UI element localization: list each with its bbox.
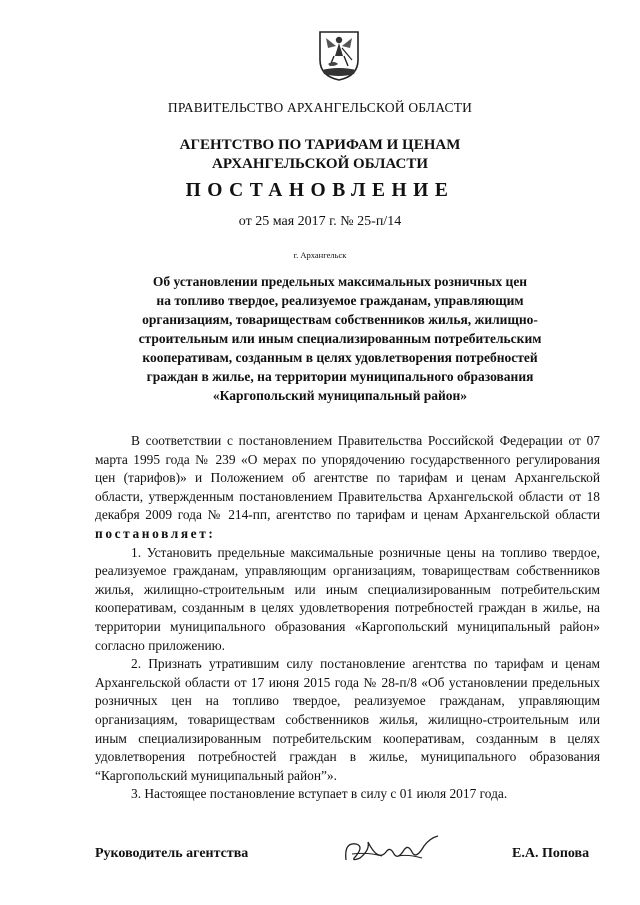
title-line: строительным или иным специализированным потребительским bbox=[138, 331, 542, 346]
signatory-name: Е.А. Попова bbox=[512, 846, 590, 861]
coat-of-arms-icon bbox=[318, 30, 360, 82]
title-line: «Каргопольский муниципальный район» bbox=[212, 388, 468, 403]
date-and-number: от 25 мая 2017 г. № 25-п/14 bbox=[238, 214, 402, 229]
title-line: Об установлении предельных максимальных розничных цен bbox=[152, 274, 528, 289]
document-type: ПОСТАНОВЛЕНИЕ bbox=[185, 180, 455, 201]
preamble-paragraph bbox=[95, 432, 600, 544]
agency-name-line2: АРХАНГЕЛЬСКОЙ ОБЛАСТИ bbox=[212, 156, 428, 172]
title-line: на топливо твердое, реализуемое гражданам, управляющим bbox=[156, 293, 524, 308]
agency-name bbox=[0, 136, 640, 174]
item-3-paragraph: 3. Настоящее постановление вступает в силу с 01 июля 2017 года. bbox=[131, 786, 508, 802]
government-name: ПРАВИТЕЛЬСТВО АРХАНГЕЛЬСКОЙ ОБЛАСТИ bbox=[167, 100, 473, 115]
item-1-paragraph: 1. Установить предельные максимальные розничные цены на топливо твердое, реализуемое гражданам, управляющим организациям, товариществам собственников жилья, жилищно-строительным или иным специализированным потребительским кооперативам, созданным в целях удовлетворения потребностей граждан в жилье, на территории муниципального образования «Каргопольский муниципальный район» согласно приложению. bbox=[95, 544, 600, 653]
title-line: граждан в жилье, на территории муниципального образования bbox=[146, 369, 534, 384]
signatory-role: Руководитель агентства bbox=[95, 846, 249, 861]
handwritten-signature bbox=[338, 832, 458, 872]
item-2-paragraph: 2. Признать утратившим силу постановление агентства по тарифам и ценам Архангельской области от 17 июня 2015 года № 28-п/8 «Об установлении предельных розничных цен на топливо твердое, реализуемое гражданам, управляющим организациям, товариществам собственников жилья, жилищно-строительным или иным специализированным потребительским кооперативам, созданным в целях удовлетворения потребностей граждан в жилье, муниципального образования “Каргопольский муниципальный район”». bbox=[95, 656, 600, 783]
city: г. Архангельск bbox=[293, 250, 347, 260]
document-title bbox=[110, 272, 570, 405]
title-line: кооперативам, созданным в целях удовлетворения потребностей bbox=[142, 350, 538, 365]
document-body bbox=[95, 432, 600, 804]
decree-word: постановляет: bbox=[95, 525, 216, 541]
title-line: организациям, товариществам собственников жилья, жилищно- bbox=[142, 312, 538, 327]
preamble-text: В соответствии с постановлением Правительства Российской Федерации от 07 марта 1995 года № 239 «О мерах по упорядочению государственного регулирования цен (тарифов)» и Положением об агентстве по тарифам и ценам Архангельской области, утвержденным постановлением Правительства Архангельской области от 18 декабря 2009 года № 214-пп, агентство по тарифам и ценам Архангельской области bbox=[95, 433, 600, 523]
agency-name-line1: АГЕНТСТВО ПО ТАРИФАМ И ЦЕНАМ bbox=[179, 137, 461, 153]
